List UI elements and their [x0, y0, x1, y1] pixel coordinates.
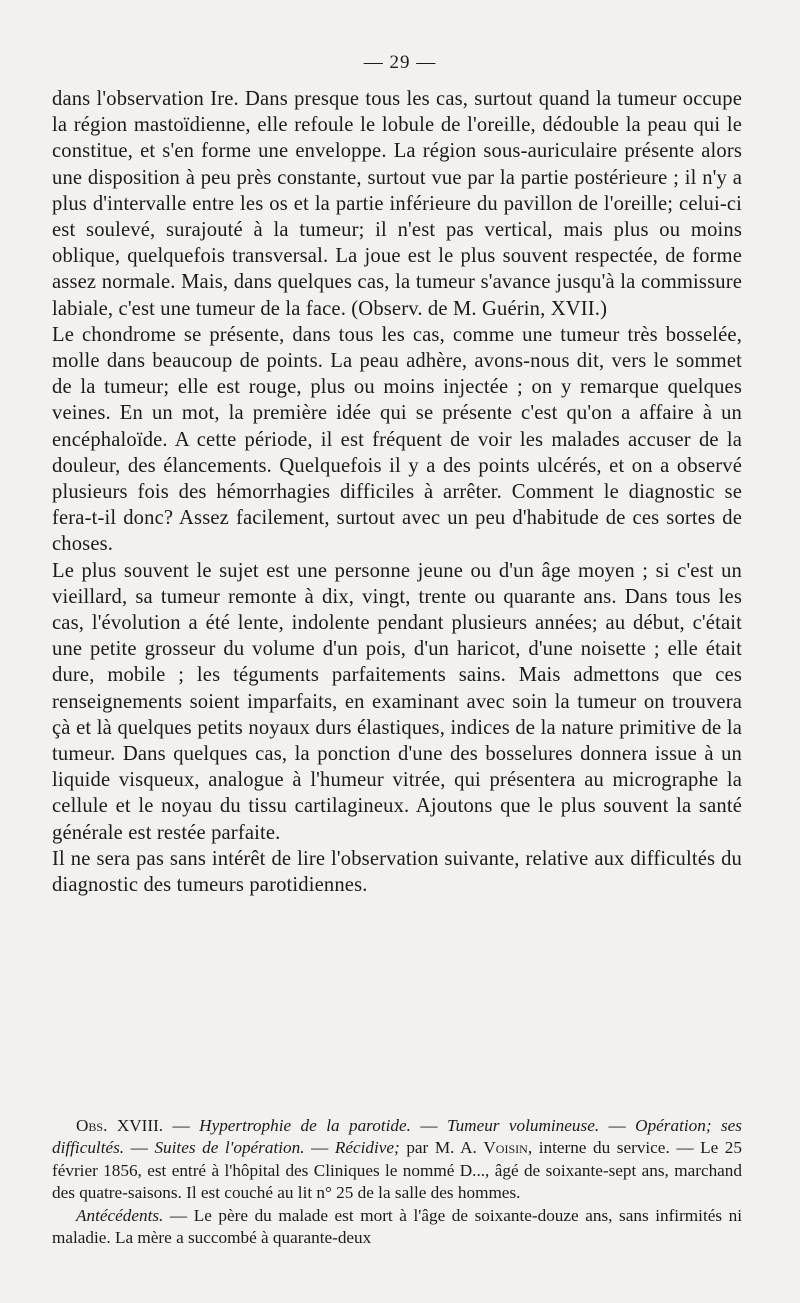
- observation-intro-text: , interne du service. — Le 25 février 1856, est entré à l'hôpital des Cliniques le nommé D..., âgé de soixante-sept ans, marchand des quatre-saisons. Il est couché au lit n° 25 de la salle des hommes.: [52, 1138, 742, 1203]
- title-suites: Suites de l'opération.: [154, 1138, 305, 1158]
- title-recidive: Récidive;: [334, 1138, 400, 1158]
- observation-author: Voisin: [483, 1138, 528, 1158]
- title-hypertrophie: Hypertrophie de la parotide.: [199, 1116, 411, 1135]
- antecedents-label: Antécédents.: [76, 1205, 164, 1225]
- antecedents-text: — Le père du malade est mort à l'âge de soixante-douze ans, sans infirmités ni maladie. La mère a succombé à quarante-deux: [52, 1205, 742, 1248]
- observation-label: Obs. XVIII.: [76, 1116, 164, 1135]
- title-separator: —: [304, 1138, 335, 1158]
- title-separator: —: [410, 1116, 447, 1135]
- title-separator: —: [163, 1116, 200, 1135]
- paragraph-1: dans l'observation Ire. Dans presque tous les cas, surtout quand la tumeur occupe la région mastoïdienne, elle refoule le lobule de l'oreille, dédouble la peau qui le constitue, et s'en forme une enveloppe. La région sous-auriculaire présente alors une disposition à peu près constante, surtout vue par la partie postérieure ; il n'y a plus d'intervalle entre les os et la partie inférieure du pavillon de l'oreille; celui-ci est soulevé, surajouté à la tumeur; il n'est pas vertical, mais plus ou moins oblique, quelquefois transversal. La joue est le plus souvent respectée, de forme assez normale. Mais, dans quelques cas, la tumeur s'avance jusqu'à la commissure labiale, c'est une tumeur de la face. (Observ. de M. Guérin, XVII.): [52, 88, 742, 320]
- title-tumeur: Tumeur volumineuse.: [446, 1116, 600, 1135]
- paragraph-3: Le plus souvent le sujet est une personne jeune ou d'un âge moyen ; si c'est un vieillard, sa tumeur remonte à dix, vingt, trente ou quarante ans. Dans tous les cas, l'évolution a été lente, indolente pendant plusieurs années; au début, c'était une petite grosseur du volume d'un pois, d'un haricot, d'une noisette ; elle était dure, mobile ; les téguments parfaitements sains. Mais admettons que ces renseignements soient imparfaits, en examinant avec soin la tumeur on trouvera çà et là quelques petits noyaux durs élastiques, indices de la nature primitive de la tumeur. Dans quelques cas, la ponction d'une des bosselures donnera issue à un liquide visqueux, analogue à l'humeur vitrée, qui présentera au micrographe la cellule et le noyau du tissu cartilagineux. Ajoutons que le plus souvent la santé générale est restée parfaite.: [52, 559, 742, 844]
- title-operation: Opération; ses difficultés.: [52, 1116, 742, 1158]
- title-separator: —: [599, 1116, 636, 1135]
- paragraph-4: Il ne sera pas sans intérêt de lire l'observation suivante, relative aux difficultés du diagnostic des tumeurs parotidiennes.: [52, 847, 742, 897]
- observation-block: [52, 1115, 742, 1249]
- body-text: [52, 86, 742, 898]
- antecedents-paragraph: [52, 1205, 742, 1250]
- observation-intro: [52, 1115, 742, 1205]
- page-number: — 29 —: [363, 52, 437, 73]
- title-separator: —: [124, 1138, 155, 1158]
- paragraph-2: Le chondrome se présente, dans tous les cas, comme une tumeur très bosselée, molle dans beaucoup de points. La peau adhère, avons-nous dit, vers le sommet de la tumeur; elle est rouge, plus ou moins injectée ; on y remarque quelques veines. En un mot, la première idée qui se présente c'est qu'on a affaire à un encéphaloïde. A cette période, il est fréquent de voir les malades accuser de la douleur, des élancements. Quelquefois il y a des points ulcérés, et on a observé plusieurs fois des hémorrhagies difficiles à arrêter. Comment le diagnostic se fera-t-il donc? Assez facilement, surtout avec un peu d'habitude de ces sortes de choses.: [52, 323, 742, 556]
- title-by: par M. A.: [399, 1138, 484, 1158]
